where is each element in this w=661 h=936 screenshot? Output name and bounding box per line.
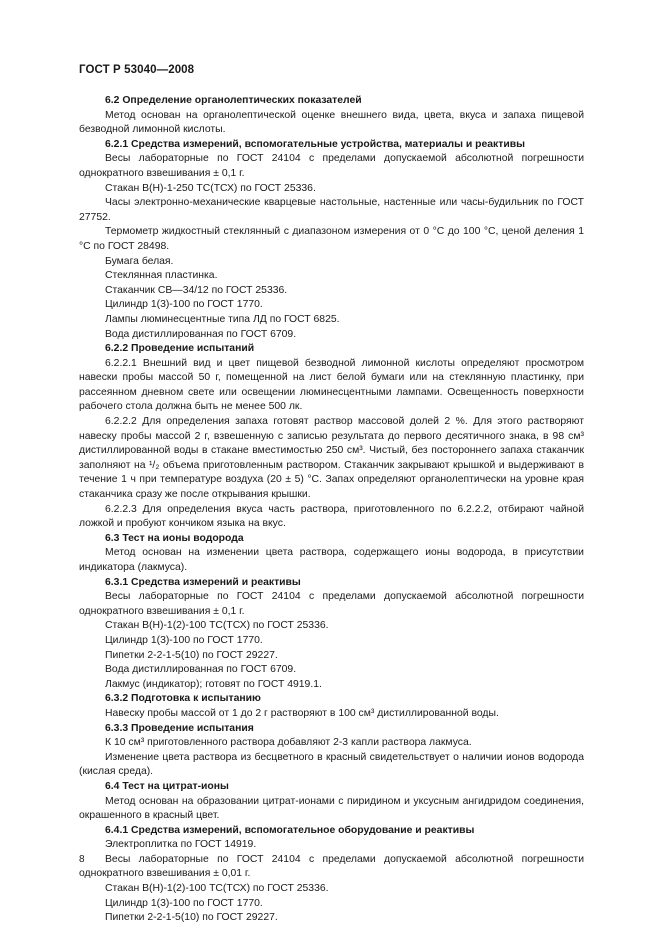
section-heading-6-4: 6.4 Тест на цитрат-ионы (105, 780, 229, 792)
section-heading-6-3-2: 6.3.2 Подготовка к испытанию (105, 693, 261, 705)
list-item: Стеклянная пластинка. (105, 270, 218, 282)
list-item: Бумага белая. (105, 255, 174, 267)
section-heading-6-2-2: 6.2.2 Проведение испытаний (105, 343, 255, 355)
list-item: Цилиндр 1(3)-100 по ГОСТ 1770. (105, 299, 263, 311)
list-item: Электроплитка по ГОСТ 14919. (105, 839, 257, 851)
list-item: Стакан В(Н)-1(2)-100 ТС(ТСХ) по ГОСТ 25336. (105, 620, 329, 632)
list-item: Стаканчик СВ—34/12 по ГОСТ 25336. (105, 284, 288, 296)
list-item: Пипетки 2-2-1-5(10) по ГОСТ 29227. (105, 912, 278, 924)
paragraph: К 10 см³ приготовленного раствора добавляют 2-3 капли раствора лакмуса. (105, 737, 472, 749)
paragraph: Метод основан на изменении цвета раствора, содержащего ионы водорода, в присутствии индикатора (лакмуса). (79, 547, 584, 573)
paragraph: Метод основан на органолептической оценке внешнего вида, цвета, вкуса и запаха пищевой безводной лимонной кислоты. (79, 109, 584, 136)
list-item: Лакмус (индикатор); готовят по ГОСТ 4919.1. (105, 678, 322, 690)
list-item: Стакан В(Н)-1-250 ТС(ТСХ) по ГОСТ 25336. (105, 182, 316, 194)
section-heading-6-2-1: 6.2.1 Средства измерений, вспомогательные устройства, материалы и реактивы (105, 138, 525, 150)
section-heading-6-4-1: 6.4.1 Средства измерений, вспомогательное оборудование и реактивы (105, 824, 475, 836)
section-heading-6-3: 6.3 Тест на ионы водорода (105, 532, 244, 544)
list-item: Весы лабораторные по ГОСТ 24104 с пределами допускаемой абсолютной погрешности однократного взвешивания ± 0,01 г. (79, 853, 584, 880)
list-item: Весы лабораторные по ГОСТ 24104 с пределами допускаемой абсолютной погрешности однократного взвешивания ± 0,1 г. (79, 153, 584, 179)
section-heading-6-3-1: 6.3.1 Средства измерений и реактивы (105, 576, 301, 588)
list-item: Пипетки 2-2-1-5(10) по ГОСТ 29227. (105, 649, 278, 661)
document-header: ГОСТ Р 53040—2008 (79, 64, 195, 76)
list-item: Часы электронно-механические кварцевые настольные, настенные или часы-будильник по ГОСТ 27752. (79, 197, 584, 223)
list-item: Стакан В(Н)-1(2)-100 ТС(ТСХ) по ГОСТ 25336. (105, 883, 329, 895)
paragraph: Навеску пробы массой от 1 до 2 г растворяют в 100 см³ дистиллированной воды. (105, 707, 499, 719)
list-item: Цилиндр 1(3)-100 по ГОСТ 1770. (105, 634, 263, 646)
section-heading-6-2: 6.2 Определение органолептических показателей (105, 95, 362, 106)
paragraph: 6.2.2.3 Для определения вкуса часть раствора, приготовленного по 6.2.2.2, отбирают чайной ложкой и пробуют кончиком языка на вкус. (79, 503, 584, 530)
paragraph: Изменение цвета раствора из бесцветного в красный свидетельствует о наличии ионов водорода (кислая среда). (79, 751, 584, 778)
document-body (79, 94, 584, 926)
list-item: Весы лабораторные по ГОСТ 24104 с пределами допускаемой абсолютной погрешности однократного взвешивания ± 0,1 г. (79, 591, 584, 617)
list-item: Лампы люминесцентные типа ЛД по ГОСТ 6825. (105, 313, 340, 325)
paragraph: 6.2.2.2 Для определения запаха готовят раствор массовой долей 2 %. Для этого растворяют навеску пробы массой 2 г, взвешенную с записью результата до первого десятичного знака, в 98 см³ дистиллированной воды в стакане вместимостью 250 см³. Чистый, без постороннего запаха стаканчик заполняют на ¹/₂ объема приготовленным раствором. Стаканчик закрывают крышкой и выдерживают в течение 1 ч при температуре воздуха (20 ± 5) °С. Запах определяют органолептически на уровне края стаканчика сразу же после открывания крышки. (79, 416, 584, 501)
list-item: Вода дистиллированная по ГОСТ 6709. (105, 328, 297, 340)
paragraph: 6.2.2.1 Внешний вид и цвет пищевой безводной лимонной кислоты определяют просмотром навески пробы массой 50 г, помещенной на лист белой бумаги или на стеклянную пластинку, при рассеянном дневном свете или освещении люминесцентными лампами. Освещенность поверхности рабочего стола должна быть не менее 500 лк. (79, 357, 584, 413)
paragraph: Метод основан на образовании цитрат-ионами с пиридином и уксусным ангидридом соединения, окрашенного в красный цвет. (79, 795, 584, 822)
list-item: Термометр жидкостный стеклянный с диапазоном измерения от 0 °С до 100 °С, ценой деления 1 °С по ГОСТ 28498. (79, 226, 584, 252)
list-item: Вода дистиллированная по ГОСТ 6709. (105, 664, 297, 676)
list-item: Цилиндр 1(3)-100 по ГОСТ 1770. (105, 897, 263, 909)
page-number: 8 (79, 854, 85, 865)
section-heading-6-3-3: 6.3.3 Проведение испытания (105, 722, 254, 734)
